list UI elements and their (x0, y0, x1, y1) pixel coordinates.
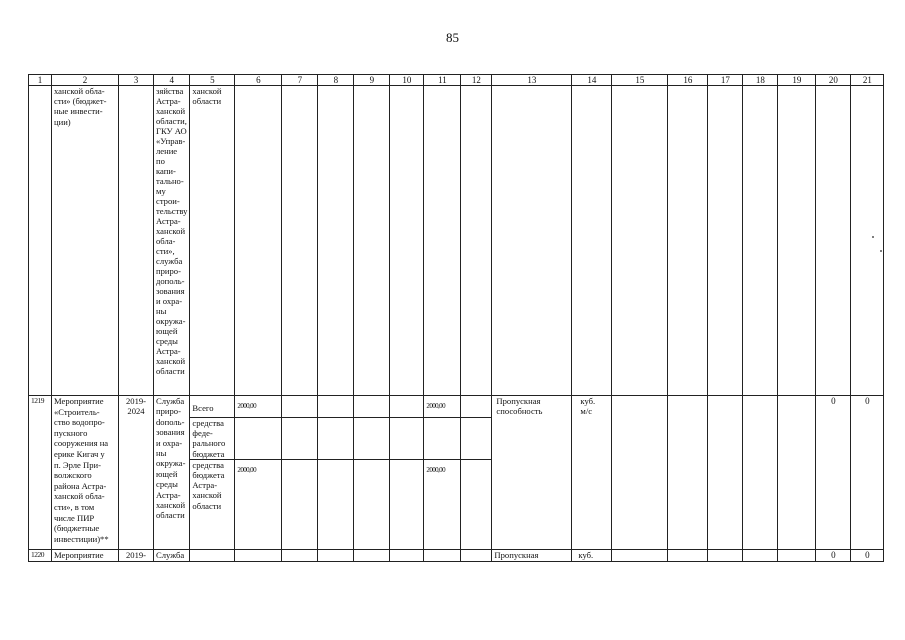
col-header: 15 (612, 75, 668, 86)
value-col6-regional: 2000,00 (235, 459, 282, 549)
col-header: 8 (318, 75, 354, 86)
col-header: 10 (390, 75, 424, 86)
value-col6-total: 2000,00 (235, 396, 282, 418)
value-col21: 0 (851, 549, 884, 561)
indicator-cell: Пропускная способность (492, 396, 572, 550)
cont-name-cell: ханской обла- сти» (бюджет- ные инвести- ции) (52, 86, 119, 396)
col-header: 13 (492, 75, 572, 86)
col-header: 19 (778, 75, 816, 86)
value-col20: 0 (816, 396, 851, 550)
col-header: 11 (424, 75, 461, 86)
value-col20: 0 (816, 549, 851, 561)
table-row-1220 (29, 549, 884, 561)
source-regional: средства бюджета Астра- ханской области (190, 459, 235, 549)
main-table (28, 74, 884, 562)
value-col21: 0 (851, 396, 884, 550)
col-header: 18 (743, 75, 778, 86)
row-number: 1219 (29, 396, 52, 550)
source-total: Всего (190, 396, 235, 418)
unit-cell: куб. м/с (572, 396, 612, 550)
event-name: Мероприятие (52, 549, 119, 561)
indicator-cell: Пропускная (492, 549, 572, 561)
unit-cell: куб. (572, 549, 612, 561)
event-name: Мероприятие «Строитель- ство водопро- пускного сооружения на ерике Кигач у п. Эрле При- волжского района Астра- ханской обла- сти», в том числе ПИР (бюджетные инвестиции)** (52, 396, 119, 550)
header-row (29, 75, 884, 86)
col-header: 20 (816, 75, 851, 86)
value-col11-regional: 2000,00 (424, 459, 461, 549)
col-header: 14 (572, 75, 612, 86)
col-header: 5 (190, 75, 235, 86)
table-row-1219 (29, 396, 884, 418)
col-header: 17 (708, 75, 743, 86)
col-header: 9 (354, 75, 390, 86)
col-header: 21 (851, 75, 884, 86)
source-federal: средства феде- рального бюджета (190, 418, 235, 460)
col-header: 1 (29, 75, 52, 86)
years-cell: 2019- (119, 549, 154, 561)
executor-cell: Служба (154, 549, 190, 561)
value-col11-total: 2000,00 (424, 396, 461, 418)
years-cell: 2019- 2024 (119, 396, 154, 550)
col-header: 2 (52, 75, 119, 86)
col-header: 3 (119, 75, 154, 86)
col-header: 6 (235, 75, 282, 86)
page-number: 85 (446, 30, 459, 45)
col-header: 12 (461, 75, 492, 86)
scan-speck (880, 250, 882, 252)
col-header: 16 (668, 75, 708, 86)
table-row-continuation (29, 86, 884, 396)
col-header: 7 (282, 75, 318, 86)
scan-speck (872, 236, 874, 238)
executor-cell: Служба приро- dополь- зования и охра- ны окружа- ющей среды Астра- ханской области (154, 396, 190, 550)
col-header: 4 (154, 75, 190, 86)
cont-executor-cell: зяйства Астра- ханской области, ГКУ АО «Управ- ление по капи- тально- му строи- тельству Астра- ханской обла- сти», служба приро- дополь- зования и охра- ны окружа- ющей среды Астра- ханской области (154, 86, 190, 396)
cont-source-cell: ханской области (190, 86, 235, 396)
row-number: 1220 (29, 549, 52, 561)
